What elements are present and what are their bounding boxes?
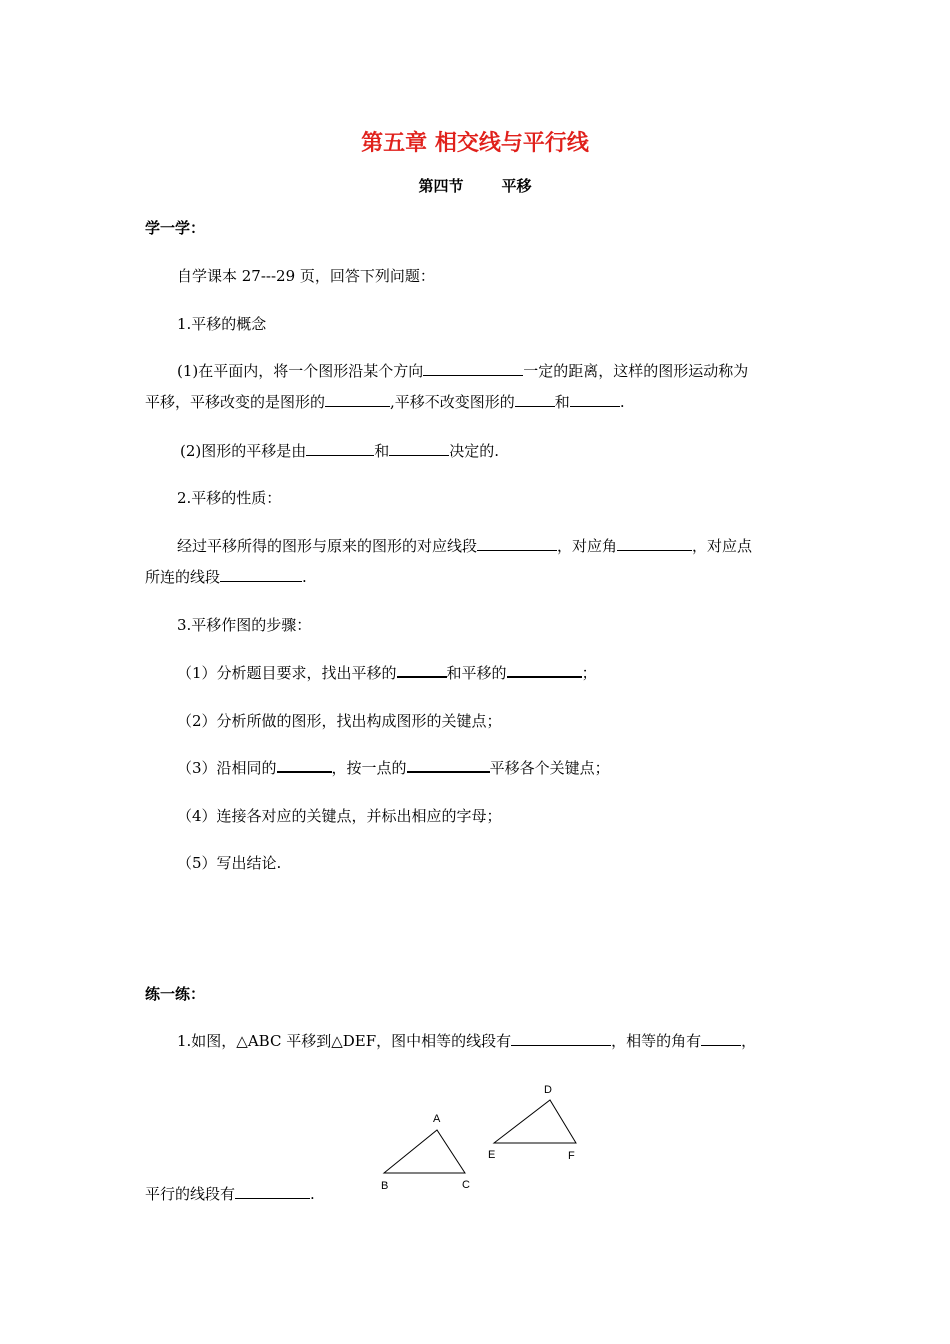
q1-2 xyxy=(180,440,499,461)
text: 平行的线段有 xyxy=(145,1185,236,1203)
fill-blank[interactable] xyxy=(507,664,582,678)
text: (1)在平面内，将一个图形沿某个方向 xyxy=(177,362,424,380)
text: . xyxy=(302,568,307,586)
step-5: （5）写出结论. xyxy=(177,854,282,872)
label-d: D xyxy=(544,1084,552,1096)
q1-title: 1.平移的概念 xyxy=(177,315,267,333)
triangle-abc xyxy=(384,1130,465,1173)
step-4: （4）连接各对应的关键点，并标出相应的字母； xyxy=(177,807,502,825)
text: ， xyxy=(741,1032,757,1050)
q3-title: 3.平移作图的步骤： xyxy=(177,616,312,634)
q1-1-line2 xyxy=(145,391,625,412)
text: 1.如图，△ABC 平移到△DEF，图中相等的线段有 xyxy=(177,1032,512,1050)
triangle-figure xyxy=(370,1075,590,1200)
label-f: F xyxy=(568,1150,575,1162)
q2-line2 xyxy=(145,566,307,587)
practice-1-line2 xyxy=(145,1183,315,1204)
fill-blank[interactable] xyxy=(617,538,692,551)
text: 和 xyxy=(554,393,570,411)
learn-heading: 学一学： xyxy=(145,219,206,237)
fill-blank[interactable] xyxy=(235,1186,310,1199)
intro-text: 自学课本 27---29 页，回答下列问题： xyxy=(177,267,435,285)
practice-heading: 练一练： xyxy=(145,985,206,1003)
step-1 xyxy=(177,662,597,683)
fill-blank[interactable] xyxy=(407,759,490,773)
text: ，对应点 xyxy=(692,537,753,555)
fill-blank[interactable] xyxy=(477,538,557,551)
section-topic: 平移 xyxy=(501,177,532,195)
text: ，对应角 xyxy=(557,537,618,555)
label-a: A xyxy=(433,1113,441,1125)
text: . xyxy=(310,1185,315,1203)
step-3 xyxy=(177,757,610,778)
fill-blank[interactable] xyxy=(515,394,555,407)
text: 平移各个关键点； xyxy=(489,759,610,777)
fill-blank[interactable] xyxy=(511,1033,611,1046)
fill-blank[interactable] xyxy=(701,1033,741,1046)
text: 和 xyxy=(374,442,390,460)
fill-blank[interactable] xyxy=(220,569,302,582)
label-b: B xyxy=(381,1180,389,1192)
fill-blank[interactable] xyxy=(277,759,332,773)
chapter-title: 第五章 相交线与平行线 xyxy=(361,131,589,156)
fill-blank[interactable] xyxy=(570,394,620,407)
practice-1-line1 xyxy=(177,1030,756,1051)
text: 一定的距离，这样的图形运动称为 xyxy=(523,362,749,380)
text: 决定的. xyxy=(449,442,500,460)
label-e: E xyxy=(488,1149,496,1161)
text: ，按一点的 xyxy=(331,759,407,777)
text: （1）分析题目要求，找出平移的 xyxy=(177,664,397,682)
section-title xyxy=(0,175,950,196)
q2-title: 2.平移的性质： xyxy=(177,489,282,507)
section-number: 第四节 xyxy=(418,177,464,195)
text: 和平移的 xyxy=(446,664,507,682)
text: ,平移不改变图形的 xyxy=(390,393,515,411)
triangle-def xyxy=(494,1100,576,1143)
text: 所连的线段 xyxy=(145,568,221,586)
fill-blank[interactable] xyxy=(397,664,447,678)
text: . xyxy=(619,393,625,411)
fill-blank[interactable] xyxy=(325,394,390,407)
text: (2)图形的平移是由 xyxy=(180,442,307,460)
q2-line1 xyxy=(177,535,752,556)
text: ，相等的角有 xyxy=(611,1032,702,1050)
fill-blank[interactable] xyxy=(423,363,523,376)
q1-1-line1 xyxy=(177,360,748,381)
label-c: C xyxy=(462,1179,470,1191)
fill-blank[interactable] xyxy=(389,443,449,456)
text: （3）沿相同的 xyxy=(177,759,277,777)
text: ； xyxy=(581,664,597,682)
fill-blank[interactable] xyxy=(306,443,374,456)
text: 平移，平移改变的是图形的 xyxy=(145,393,326,411)
text: 经过平移所得的图形与原来的图形的对应线段 xyxy=(177,537,478,555)
step-2: （2）分析所做的图形，找出构成图形的关键点； xyxy=(177,712,502,730)
